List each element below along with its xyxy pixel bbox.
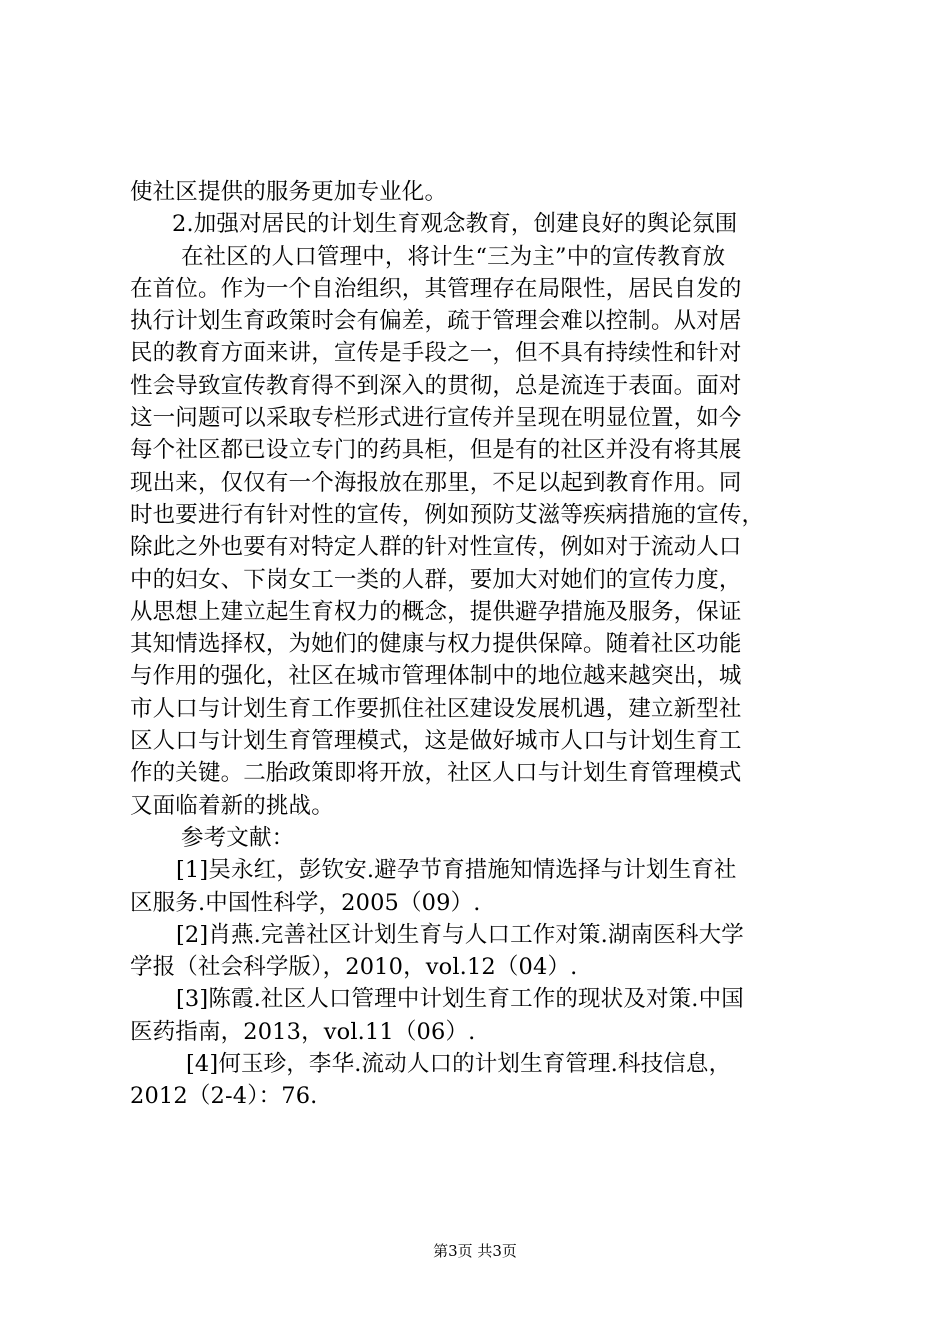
paragraph-line: 使社区提供的服务更加专业化。 [130,179,448,205]
paragraph-line: 又面临着新的挑战。 [130,792,334,819]
reference-line: [1]吴永红，彭钦安.避孕节育措施知情选择与计划生育社 [176,857,737,884]
paragraph-line: 执行计划生育政策时会有偏差，疏于管理会难以控制。从对居 [130,308,742,335]
paragraph-line: 区人口与计划生育管理模式，这是做好城市人口与计划生育工 [130,728,742,755]
reference-line: 2012（2-4）：76. [130,1083,318,1110]
paragraph-line: 在首位。作为一个自治组织，其管理存在局限性，居民自发的 [130,275,742,302]
body-text [130,176,830,1113]
paragraph-line: 民的教育方面来讲，宣传是手段之一，但不具有持续性和针对 [130,340,742,367]
paragraph-line: 现出来，仅仅有一个海报放在那里，不足以起到教育作用。同 [130,469,742,496]
paragraph-line: 从思想上建立起生育权力的概念，提供避孕措施及服务，保证 [130,598,742,625]
paragraph-line: 性会导致宣传教育得不到深入的贯彻，总是流连于表面。面对 [130,372,742,399]
paragraph-line: 每个社区都已设立专门的药具柜，但是有的社区并没有将其展 [130,437,742,464]
paragraph-line: 市人口与计划生育工作要抓住社区建设发展机遇，建立新型社 [130,695,742,722]
section-heading: 2.加强对居民的计划生育观念教育，创建良好的舆论氛围 [172,211,738,238]
page-footer: 第3页 共3页 [433,1242,517,1260]
reference-line: [2]肖燕.完善社区计划生育与人口工作对策.湖南医科大学 [176,921,744,948]
reference-line: 区服务.中国性科学，2005（09）. [130,889,481,916]
paragraph-line: 其知情选择权，为她们的健康与权力提供保障。随着社区功能 [130,631,742,658]
paragraph-line: 这一问题可以采取专栏形式进行宣传并呈现在明显位置，如今 [130,405,742,432]
paragraph-line: 与作用的强化，社区在城市管理体制中的地位越来越突出，城 [130,663,742,690]
reference-line: [4]何玉珍，李华.流动人口的计划生育管理.科技信息， [186,1051,732,1078]
paragraph-line: 在社区的人口管理中，将计生“三为主”中的宣传教育放 [181,243,726,270]
paragraph-line: 除此之外也要有对特定人群的针对性宣传，例如对于流动人口 [130,534,742,561]
references-heading: 参考文献： [181,824,295,851]
paragraph-line: 中的妇女、下岗女工一类的人群，要加大对她们的宣传力度， [130,566,742,593]
reference-line: 学报（社会科学版），2010，vol.12（04）. [130,954,578,981]
reference-line: [3]陈霞.社区人口管理中计划生育工作的现状及对策.中国 [176,986,744,1013]
paragraph-line: 时也要进行有针对性的宣传，例如预防艾滋等疾病措施的宣传， [130,501,765,528]
reference-line: 医药指南，2013，vol.11（06）. [130,1018,476,1045]
paragraph-line: 作的关键。二胎政策即将开放，社区人口与计划生育管理模式 [130,760,742,787]
